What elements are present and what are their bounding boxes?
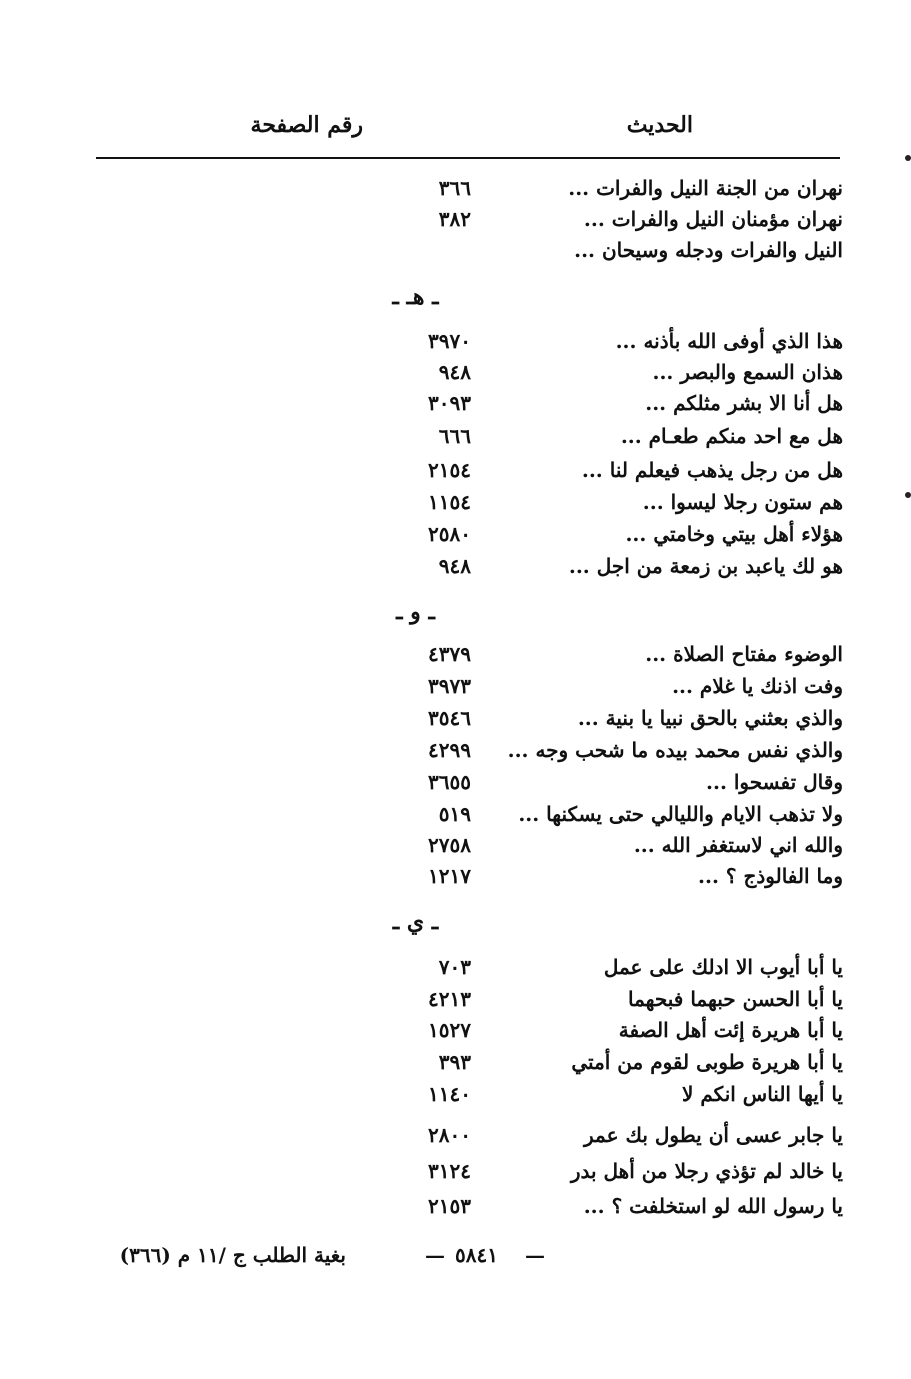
hadith-text: نهران من الجنة النيل والفرات ... — [568, 176, 843, 200]
hadith-text: هذا الذي أوفى الله بأذنه ... — [615, 329, 843, 353]
list-item — [0, 766, 911, 798]
hadith-text: والله اني لاستغفر الله ... — [633, 833, 843, 857]
hadith-text: هل أنا الا بشر مثلكم ... — [645, 391, 843, 415]
page-number: ٣٠٩٣ — [428, 391, 471, 415]
hadith-text: والذي نفس محمد بيده ما شحب وجه ... — [507, 738, 843, 762]
list-item — [0, 486, 911, 518]
list-item — [0, 983, 911, 1015]
hadith-text: يا أبا هريرة طوبى لقوم من أمتي — [571, 1050, 843, 1074]
list-item — [0, 356, 911, 388]
section-heading: ـ ي ـ — [392, 909, 439, 935]
hadith-text: يا أيها الناس انكم لا — [681, 1082, 843, 1106]
list-item — [0, 860, 911, 892]
hadith-text: هو لك ياعبد بن زمعة من اجل ... — [568, 554, 843, 578]
footer-page-number: ٥٨٤١ — [455, 1243, 498, 1267]
hadith-text: هذان السمع والبصر ... — [652, 360, 843, 384]
page-number: ٩٤٨ — [438, 554, 471, 578]
page-number: ٤٢١٣ — [428, 987, 471, 1011]
list-item — [0, 203, 911, 235]
page-number: ١١٥٤ — [428, 490, 471, 514]
list-item — [0, 702, 911, 734]
hadith-text: هم ستون رجلا ليسوا ... — [642, 490, 843, 514]
list-item — [0, 734, 911, 766]
hadith-text: يا جابر عسى أن يطول بك عمر — [584, 1123, 843, 1147]
page-number: ٩٤٨ — [438, 360, 471, 384]
list-item — [0, 1014, 911, 1046]
list-item — [0, 1155, 911, 1187]
list-item — [0, 234, 911, 266]
hadith-text: وما الفالوذج ؟ ... — [698, 864, 843, 888]
page-number: ٢١٥٤ — [428, 458, 471, 482]
header-rule — [96, 157, 840, 159]
list-item — [0, 829, 911, 861]
list-item — [0, 638, 911, 670]
page-number: ٣٨٢ — [438, 207, 471, 231]
scan-mark — [905, 492, 911, 498]
hadith-text: هل من رجل يذهب فيعلم لنا ... — [581, 458, 843, 482]
list-item — [0, 518, 911, 550]
list-item — [0, 670, 911, 702]
hadith-text: وفت اذنك يا غلام ... — [672, 674, 843, 698]
list-item — [0, 1046, 911, 1078]
list-item — [0, 1078, 911, 1110]
list-item — [0, 172, 911, 204]
hadith-text: ولا تذهب الايام والليالي حتى يسكنها ... — [518, 802, 843, 826]
page-number: ٧٠٣ — [438, 955, 471, 979]
list-item — [0, 550, 911, 582]
hadith-text: الوضوء مفتاح الصلاة ... — [645, 642, 843, 666]
hadith-text: نهران مؤمنان النيل والفرات ... — [583, 207, 843, 231]
page-number: ٢١٥٣ — [428, 1194, 471, 1218]
footer-dash-left: — — [525, 1243, 545, 1267]
hadith-text: وقال تفسحوا ... — [706, 770, 843, 794]
page-number: ١١٤٠ — [428, 1082, 471, 1106]
page-number: ٣٥٤٦ — [428, 706, 471, 730]
footer-dash-right: — — [425, 1243, 445, 1267]
list-item — [0, 798, 911, 830]
section-heading: ـ و ـ — [396, 599, 435, 625]
list-item — [0, 387, 911, 419]
hadith-text: النيل والفرات ودجله وسيحان ... — [574, 238, 843, 262]
page-number: ٣١٢٤ — [428, 1159, 471, 1183]
list-item — [0, 1119, 911, 1151]
list-item — [0, 325, 911, 357]
hadith-text: يا أبا هريرة إئت أهل الصفة — [618, 1018, 843, 1042]
page-number: ٤٣٧٩ — [428, 642, 471, 666]
column-header-hadith: الحديث — [626, 112, 693, 138]
scan-mark — [905, 155, 911, 161]
page-number: ٣٦٦ — [438, 176, 471, 200]
column-header-page-number: رقم الصفحة — [250, 112, 363, 138]
page-number: ١٢١٧ — [428, 864, 471, 888]
page-number: ٣٩٣ — [438, 1050, 471, 1074]
hadith-text: والذي بعثني بالحق نبيا يا بنية ... — [577, 706, 843, 730]
list-item — [0, 1190, 911, 1222]
page-number: ٤٢٩٩ — [428, 738, 471, 762]
page-number: ٢٨٠٠ — [428, 1123, 471, 1147]
section-heading: ـ هـ ـ — [392, 284, 439, 310]
list-item — [0, 454, 911, 486]
hadith-text: هل مع احد منكم طعـام ... — [620, 424, 843, 448]
page-number: ١٥٢٧ — [428, 1018, 471, 1042]
list-item — [0, 951, 911, 983]
hadith-text: يا رسول الله لو استخلفت ؟ ... — [583, 1194, 843, 1218]
page-number: ٣٦٥٥ — [428, 770, 471, 794]
page-number: ٣٩٧٠ — [428, 329, 471, 353]
page-number: ٣٩٧٣ — [428, 674, 471, 698]
page-number: ٦٦٦ — [438, 424, 471, 448]
hadith-text: هؤلاء أهل بيتي وخامتي ... — [625, 522, 843, 546]
hadith-text: يا خالد لم تؤذي رجلا من أهل بدر — [570, 1159, 843, 1183]
footer-book-reference: بغية الطلب ج /١١ م (٣٦٦) — [119, 1243, 346, 1267]
hadith-text: يا أبا أيوب الا ادلك على عمل — [603, 955, 843, 979]
page-number: ٢٥٨٠ — [428, 522, 471, 546]
page-number: ٢٧٥٨ — [428, 833, 471, 857]
page-number: ٥١٩ — [438, 802, 471, 826]
hadith-text: يا أبا الحسن حبهما فبحهما — [627, 987, 843, 1011]
list-item — [0, 420, 911, 452]
